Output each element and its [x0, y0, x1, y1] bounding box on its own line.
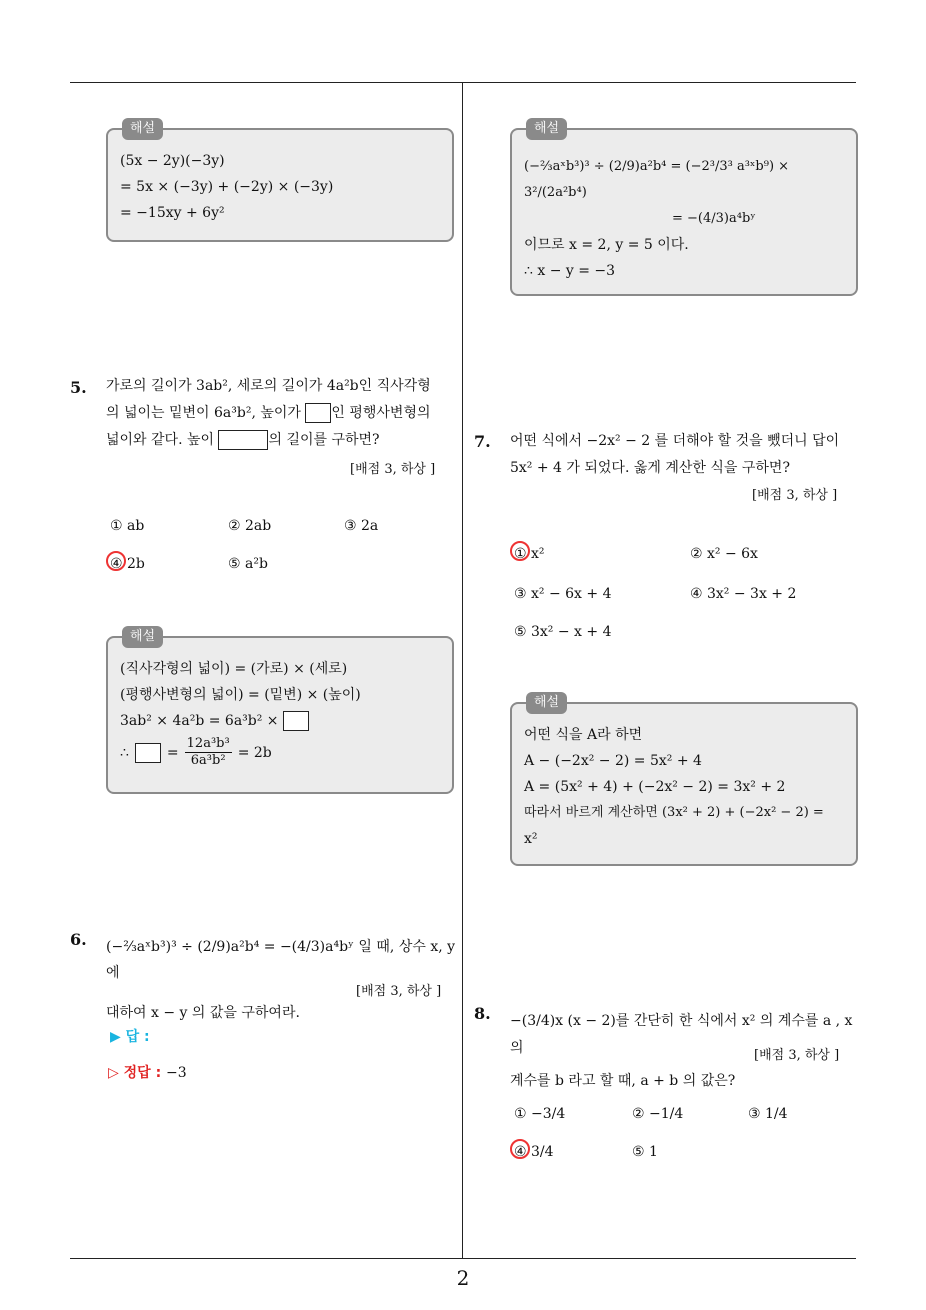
score-meta: [배점 3, 하상 ] — [754, 1048, 840, 1063]
solution-line: (−⅔aˣb³)³ ÷ (2/9)a²b⁴ = (−2³/3³ a³ˣb⁹) × 3²/(2a²b⁴) — [524, 159, 790, 200]
question-line: 가로의 길이가 3ab², 세로의 길이가 4a²b인 직사각형 — [106, 378, 431, 394]
answer-mark-circle — [106, 551, 126, 571]
option-5[interactable]: ⑤ 3x² − x + 4 — [514, 624, 612, 640]
option-2[interactable]: ② x² − 6x — [690, 546, 758, 562]
question-number-6: 6. — [70, 930, 87, 949]
answer-label: ▶ 답 : — [110, 1029, 150, 1045]
solution-line: x² — [524, 831, 538, 847]
question-line: −(3/4)x (x − 2)를 간단히 한 식에서 x² 의 계수를 a , x의 — [510, 1013, 853, 1056]
blank-box — [218, 430, 268, 450]
question-line: 넓이와 같다. 높이 의 길이를 구하면? — [106, 432, 380, 448]
score-meta: [배점 3, 하상 ] — [350, 462, 436, 477]
top-rule — [70, 82, 856, 83]
solution-tag: 해설 — [526, 118, 567, 140]
solution-tag: 해설 — [122, 118, 163, 140]
option-5[interactable]: ⑤ a²b — [228, 556, 268, 572]
solution-line: = −(4/3)a⁴bʸ — [672, 211, 756, 226]
solution-box-q5 — [106, 629, 454, 794]
question-line: (−⅔aˣb³)³ ÷ (2/9)a²b⁴ = −(4/3)a⁴bʸ 일 때, 상수 x, y 에 — [106, 939, 456, 981]
blank-box — [305, 403, 331, 423]
bottom-rule — [70, 1258, 856, 1259]
question-7-text — [510, 428, 860, 482]
option-4[interactable]: ④ 3/4 — [514, 1144, 554, 1160]
solution-box-q4 — [106, 121, 454, 242]
solution-line: (직사각형의 넓이) = (가로) × (세로) — [120, 661, 348, 677]
solution-tag: 해설 — [526, 692, 567, 714]
question-line: 어떤 식에서 −2x² − 2 를 더해야 할 것을 뺐더니 답이 — [510, 433, 840, 449]
question-line: 계수를 b 라고 할 때, a + b 의 값은? — [510, 1073, 736, 1089]
solution-line: ∴ = $\frac{\text{12a³b³}}{\text{6a³b²}}$ = 2b — [120, 736, 272, 768]
solution-line: 이므로 x = 2, y = 5 이다. — [524, 237, 689, 253]
question-number-8: 8. — [474, 1004, 491, 1023]
option-3[interactable]: ③ x² − 6x + 4 — [514, 586, 612, 602]
solution-line: A − (−2x² − 2) = 5x² + 4 — [524, 753, 702, 769]
solution-line: ∴ x − y = −3 — [524, 263, 616, 279]
solution-line: (5x − 2y)(−3y) — [120, 153, 225, 169]
question-number-7: 7. — [474, 432, 491, 451]
question-number-5: 5. — [70, 378, 87, 397]
option-4[interactable]: ④ 3x² − 3x + 2 — [690, 586, 797, 602]
option-3[interactable]: ③ 2a — [344, 518, 379, 534]
score-meta: [배점 3, 하상 ] — [752, 488, 838, 503]
question-line: 의 넓이는 밑변이 6a³b², 높이가 인 평행사변형의 — [106, 405, 431, 421]
solution-box-q7 — [510, 695, 858, 866]
question-5-text — [106, 373, 456, 454]
option-4[interactable]: ④ 2b — [110, 556, 145, 572]
score-meta: [배점 3, 하상 ] — [356, 984, 442, 999]
solution-line: = 5x × (−3y) + (−2y) × (−3y) — [120, 179, 334, 195]
option-2[interactable]: ② 2ab — [228, 518, 272, 534]
blank-box — [135, 743, 161, 763]
correct-answer: ▷ 정답 : −3 — [108, 1065, 187, 1081]
option-2[interactable]: ② −1/4 — [632, 1106, 684, 1122]
solution-line: 따라서 바르게 계산하면 (3x² + 2) + (−2x² − 2) = — [524, 805, 824, 820]
question-line: 5x² + 4 가 되었다. 옳게 계산한 식을 구하면? — [510, 460, 790, 476]
answer-mark-circle — [510, 541, 530, 561]
solution-line: (평행사변형의 넓이) = (밑변) × (높이) — [120, 687, 361, 703]
column-divider — [462, 82, 463, 1259]
answer-mark-circle — [510, 1139, 530, 1159]
solution-box-q6 — [510, 121, 858, 296]
question-line: 대하여 x − y 의 값을 구하여라. — [106, 1005, 300, 1021]
solution-line: 어떤 식을 A라 하면 — [524, 727, 643, 743]
blank-box — [283, 711, 309, 731]
page-number: 2 — [456, 1266, 470, 1290]
option-5[interactable]: ⑤ 1 — [632, 1144, 658, 1160]
solution-line: 3ab² × 4a²b = 6a³b² × — [120, 708, 442, 734]
option-1[interactable]: ① ab — [110, 518, 145, 534]
option-3[interactable]: ③ 1/4 — [748, 1106, 788, 1122]
solution-tag: 해설 — [122, 626, 163, 648]
option-1[interactable]: ① x² — [514, 546, 545, 562]
solution-line: A = (5x² + 4) + (−2x² − 2) = 3x² + 2 — [524, 779, 786, 795]
solution-line: = −15xy + 6y² — [120, 205, 225, 221]
fraction: $\frac{\text{12a³b³}}{\text{6a³b²}}$ — [186, 736, 230, 768]
option-1[interactable]: ① −3/4 — [514, 1106, 566, 1122]
